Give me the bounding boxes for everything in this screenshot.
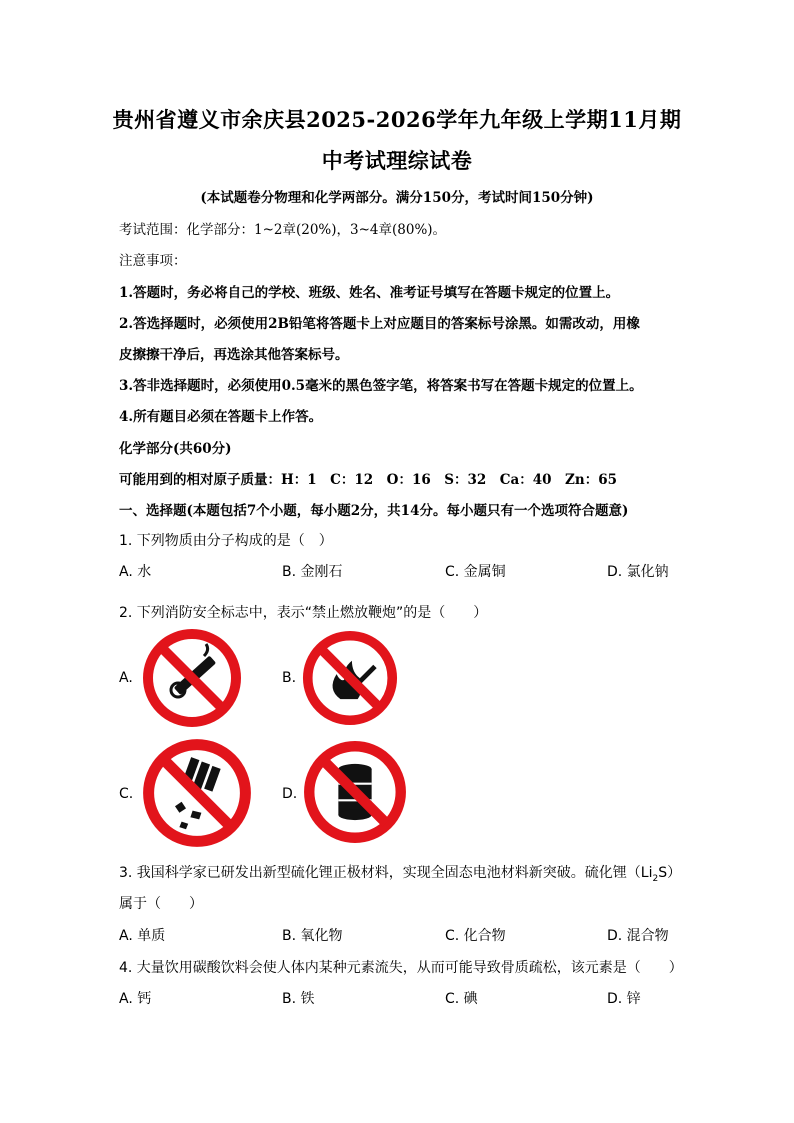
notice-item-1: 1.答题时，务必将自己的学校、班级、姓名、准考证号填写在答题卡规定的位置上。 [119,285,620,301]
q2-label-d: D. [282,786,298,802]
exam-title-line2: 中考试理综试卷 [321,148,473,173]
q1-option-a: A. 水 [119,564,152,580]
q2-label-a: A. [119,670,133,686]
q1-option-c: C. 金属铜 [445,564,506,580]
notice-item-4: 4.所有题目必须在答题卡上作答。 [119,409,323,425]
q3-option-d: D. 混合物 [607,928,669,944]
q3-option-a: A. 单质 [119,928,166,944]
atomic-mass-line: 可能用到的相对原子质量：H：1 C：12 O：16 S：32 Ca：40 Zn：65 [119,472,617,488]
chem-section-heading: 化学部分(共60分) [119,441,232,457]
no-fireworks-icon [140,738,254,848]
notice-item-3: 3.答非选择题时，必须使用0.5毫米的黑色签字笔，将答案书写在答题卡规定的位置上。 [119,378,643,394]
exam-subtitle: (本试题卷分物理和化学两部分。满分150分，考试时间150分钟) [200,190,594,206]
notice-item-2: 2.答选择题时，必须使用2B铅笔将答题卡上对应题目的答案标号涂黑。如需改动，用橡 [119,316,640,332]
q3-stem-part2: S） [658,865,682,881]
q4-option-b: B. 铁 [282,991,315,1007]
q4-stem: 4. 大量饮用碳酸饮料会使人体内某种元素流失，从而可能导致骨质疏松，该元素是（ ） [119,960,683,976]
q3-stem-line2: 属于（ ） [119,896,203,912]
notice-item-2-cont: 皮擦擦干净后，再选涂其他答案标号。 [119,347,349,363]
exam-scope: 考试范围：化学部分：1~2章(20%)，3~4章(80%)。 [119,222,447,238]
q3-stem-part1: 3. 我国科学家已研发出新型硫化锂正极材料，实现全固态电池材料新突破。硫化锂（Li [119,865,653,881]
q2-label-b: B. [282,670,297,686]
q3-option-c: C. 化合物 [445,928,506,944]
q4-option-d: D. 锌 [607,991,641,1007]
q1-option-b: B. 金刚石 [282,564,343,580]
q4-option-c: C. 碘 [445,991,478,1007]
no-smoking-icon [140,628,244,728]
q1-stem: 1. 下列物质由分子构成的是（ ） [119,533,333,549]
q3-stem [119,862,681,884]
notice-heading: 注意事项： [119,253,187,269]
q3-option-b: B. 氧化物 [282,928,343,944]
part1-heading: 一、选择题(本题包括7个小题，每小题2分，共14分。每小题只有一个选项符合题意) [119,503,629,519]
exam-title-line1: 贵州省遵义市余庆县2025-2026学年九年级上学期11月期 [112,107,682,132]
no-open-flame-icon [302,630,398,726]
q3-stem-subscript: 2 [652,873,659,884]
q1-option-d: D. 氯化钠 [607,564,669,580]
q2-stem: 2. 下列消防安全标志中，表示“禁止燃放鞭炮”的是（ ） [119,605,488,621]
q4-option-a: A. 钙 [119,991,152,1007]
q2-label-c: C. [119,786,134,802]
no-flammable-storage-icon [302,740,408,844]
